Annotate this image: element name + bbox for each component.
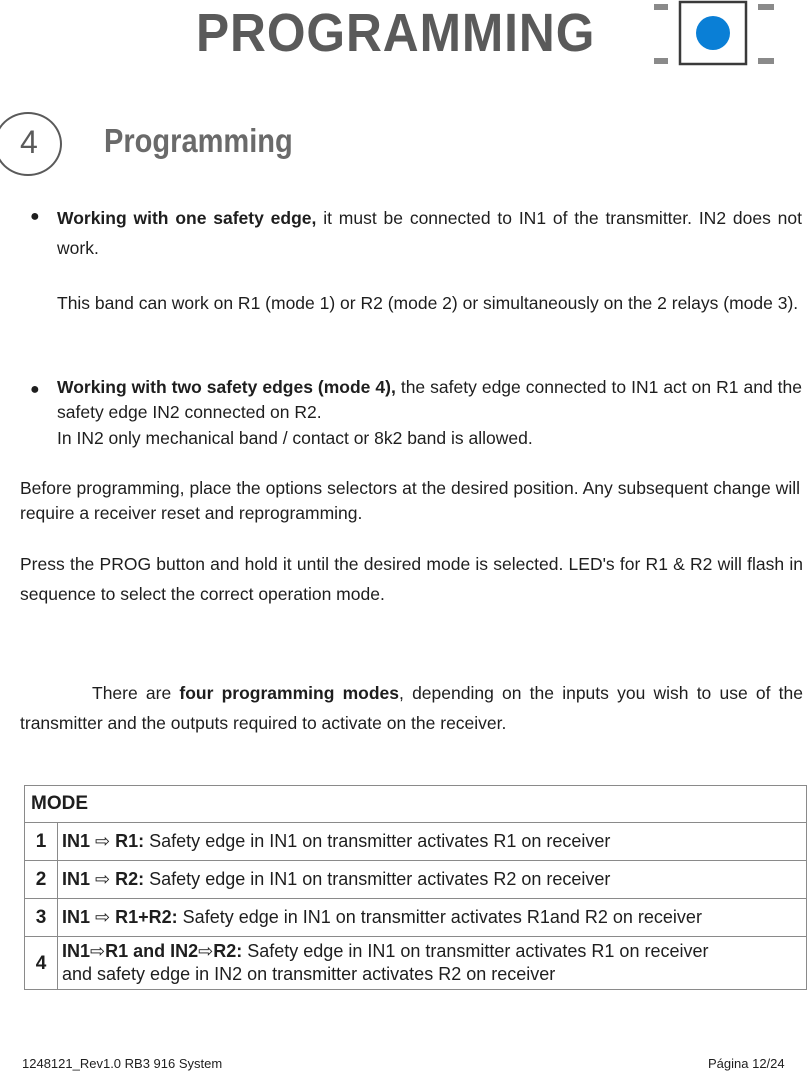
bullet-two-edges-sub: In IN2 only mechanical band / contact or 8k2 band is allowed.	[57, 428, 533, 448]
mode-output: R1:	[115, 831, 145, 851]
modes-intro-post: , depending on the inputs you wish to use of the transmitter and the outputs required to activate on the receiver.	[20, 683, 804, 733]
bullet-two-edges-text: the safety edge connected to IN1 act on R1 and the safety edge IN2 connected on R2.	[57, 377, 802, 422]
mode-text: Safety edge in IN1 on transmitter activates R2 on receiver	[144, 869, 611, 889]
footer-page-number: Página 12/24	[708, 1056, 785, 1071]
mode-output: R2:	[213, 941, 243, 961]
mode-text: Safety edge in IN1 on transmitter activates R1 on receiver	[242, 941, 709, 961]
mode-input: IN1	[62, 907, 91, 927]
table-row	[25, 937, 807, 990]
bullet-one-edge-sub: This band can work on R1 (mode 1) or R2 (mode 2) or simultaneously on the 2 relays (mode 3).	[57, 293, 799, 313]
mode-output: R2:	[115, 869, 145, 889]
arrow-icon: ⇨	[90, 941, 106, 961]
mode-input: IN1	[62, 869, 91, 889]
footer-document-id: 1248121_Rev1.0 RB3 916 System	[22, 1056, 223, 1071]
table-row	[25, 899, 807, 937]
table-header: MODE	[25, 786, 807, 823]
arrow-icon: ⇨	[95, 869, 111, 889]
arrow-icon: ⇨	[95, 907, 111, 927]
prog-button-icon	[654, 0, 774, 68]
modes-table	[24, 785, 807, 990]
bullet-two-edges-bold: Working with two safety edges (mode 4),	[57, 377, 396, 397]
mode-output-mid: R1 and IN2	[105, 941, 199, 961]
mode-description	[58, 823, 807, 861]
paragraph-press-prog: Press the PROG button and hold it until the desired mode is selected. LED's for R1 & R2 will flash in sequence to select the correct operation mode.	[20, 554, 803, 604]
bullet-dot: ●	[30, 208, 40, 225]
mode-text: Safety edge in IN1 on transmitter activates R1 on receiver	[144, 831, 611, 851]
arrow-icon: ⇨	[95, 831, 111, 851]
section-number: 4	[20, 124, 38, 160]
mode-input: IN1	[62, 941, 91, 961]
arrow-icon: ⇨	[198, 941, 214, 961]
mode-input: IN1	[62, 831, 91, 851]
bullet-one-edge	[57, 203, 802, 263]
bullet-one-edge-bold: Working with one safety edge,	[57, 208, 317, 228]
mode-number: 2	[25, 861, 58, 899]
mode-text: Safety edge in IN1 on transmitter activates R1and R2 on receiver	[177, 907, 702, 927]
mode-text-continued: and safety edge in IN2 on transmitter activates R2 on receiver	[62, 964, 556, 984]
paragraph-modes-intro	[20, 678, 803, 738]
table-row	[25, 861, 807, 899]
mode-number: 4	[25, 937, 58, 990]
mode-output: R1+R2:	[115, 907, 178, 927]
section-title: Programming	[104, 122, 293, 159]
mode-number: 1	[25, 823, 58, 861]
modes-intro-pre: There are	[92, 683, 180, 703]
mode-description	[58, 861, 807, 899]
modes-intro-bold: four programming modes	[179, 683, 400, 703]
mode-description	[58, 937, 807, 990]
bullet-dot: ●	[30, 381, 40, 398]
paragraph-before-programming: Before programming, place the options selectors at the desired position. Any subsequent change will require a receiver reset and reprogramming.	[20, 478, 800, 523]
table-row	[25, 823, 807, 861]
bullet-two-edges	[57, 375, 802, 425]
bullet-one-edge-text: it must be connected to IN1 of the transmitter. IN2 does not work.	[57, 208, 802, 258]
page-title: PROGRAMMING	[196, 3, 596, 63]
table-header-row	[25, 786, 807, 823]
mode-description	[58, 899, 807, 937]
mode-number: 3	[25, 899, 58, 937]
